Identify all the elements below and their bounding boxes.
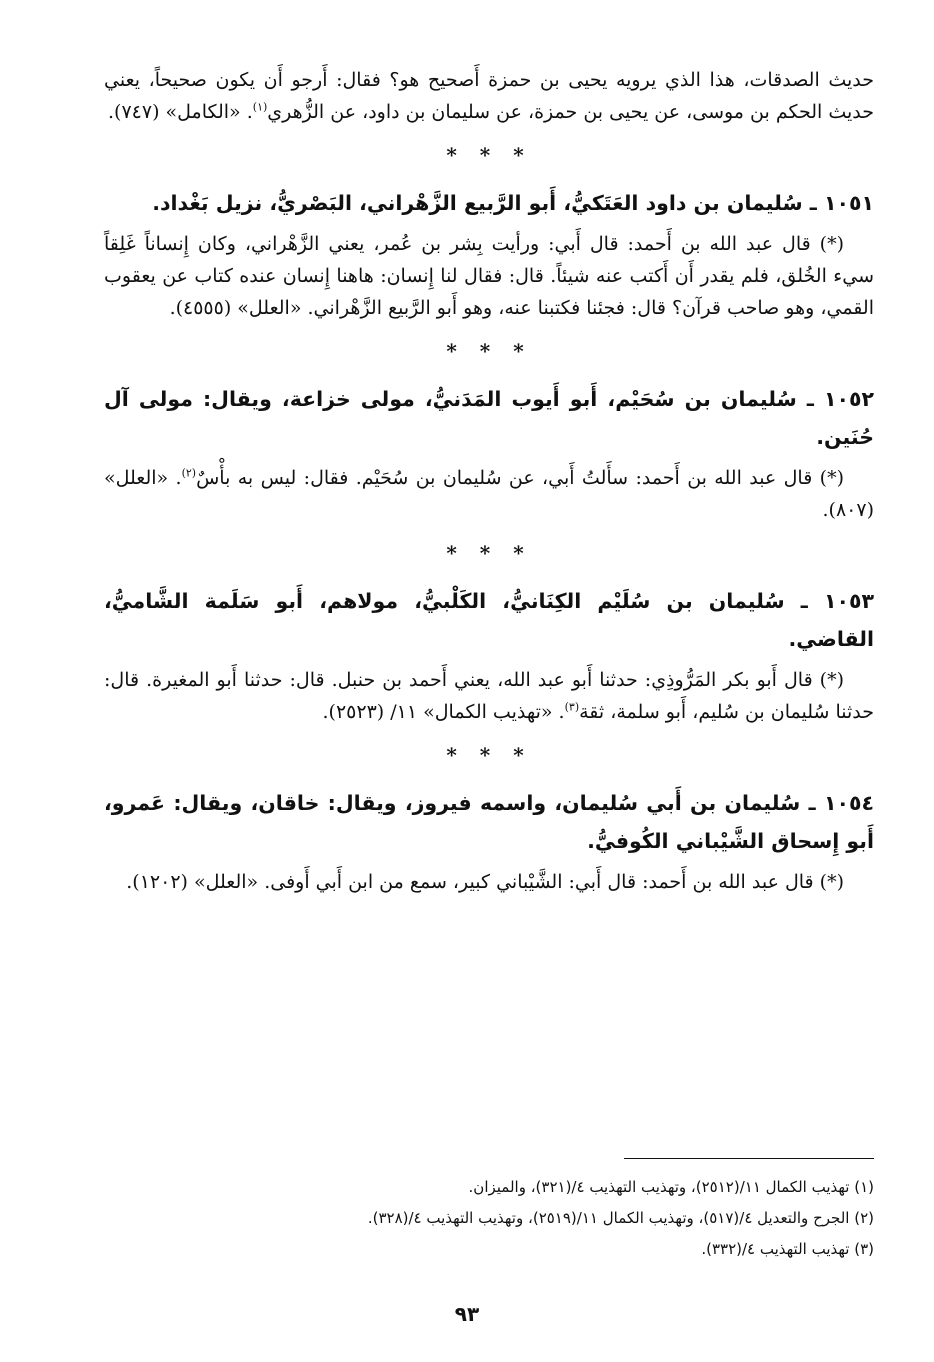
footnote-divider: [624, 1158, 874, 1159]
footnotes: [104, 1172, 874, 1265]
entry-body: (*) قال عبد الله بن أَحمد: سأَلتُ أَبي، عن سُليمان بن سُحَيْم. فقال: ليس به بأْسٌ$^{(٢)}$. «العلل» (٨٠٧).: [104, 466, 874, 521]
entry-body: (*) قال عبد الله بن أَحمد: قال أَبي: الشَّيْباني كبير، سمع من ابن أَبي أَوفى. «العلل» (١٢٠٢).: [126, 871, 844, 893]
footnote-ref-2[interactable]: (٢): [181, 466, 197, 480]
entry-1054: [104, 784, 874, 898]
footnote-ref-1[interactable]: (١): [252, 100, 268, 114]
entry-title: ١٠٥٣ ـ سُليمان بن سُلَيْم الكِنَانيُّ، الكَلْبيُّ، مولاهم، أَبو سَلَمة الشَّاميُّ، القاضي.: [104, 589, 874, 651]
section-separator: * * *: [446, 339, 532, 363]
entry-title: ١٠٥١ ـ سُليمان بن داود العَتَكيُّ، أَبو الرَّبيع الزَّهْراني، البَصْريُّ، نزيل بَغْداد.: [152, 191, 874, 215]
footnote-3: (٣) تهذيب التهذيب ٤/(٣٣٢).: [701, 1240, 874, 1258]
entry-title: ١٠٥٢ ـ سُليمان بن سُحَيْم، أَبو أَيوب المَدَنيُّ، مولى خزاعة، ويقال: مولى آل حُنَين.: [104, 387, 874, 449]
entry-1051: [104, 184, 874, 324]
entry-1053: [104, 582, 874, 728]
entry-body: (*) قال أَبو بكر المَرُّوذِي: حدثنا أَبو عبد الله، يعني أَحمد بن حنبل. قال: حدثنا أَبو المغيرة. قال: حدثنا سُليمان بن سُليم، أَبو سلمة، ثقة$^{(٣)}$. «تهذيب الكمال» ١١/ (٢٥٢٣).: [104, 669, 874, 723]
footnote-2: (٢) الجرح والتعديل ٤/(٥١٧)، وتهذيب الكمال ١١/(٢٥١٩)، وتهذيب التهذيب ٤/(٣٢٨).: [367, 1209, 874, 1227]
entry-title: ١٠٥٤ ـ سُليمان بن أَبي سُليمان، واسمه فيروز، ويقال: خاقان، ويقال: عَمرو، أَبو إِسحاق الشَّيْباني الكُوفيُّ.: [104, 791, 874, 853]
section-separator: * * *: [446, 541, 532, 565]
entry-1052: [104, 380, 874, 526]
intro-paragraph: حديث الصدقات، هذا الذي يرويه يحيى بن حمزة أَصحيح هو؟ فقال: أَرجو أَن يكون صحيحاً، يعني حديث الحكم بن موسى، عن يحيى بن حمزة، عن سليمان بن داود، عن الزُّهري$^{(١)}$. «الكامل» (٧٤٧).: [104, 69, 874, 123]
section-separator: * * *: [446, 143, 532, 167]
footnote-1: (١) تهذيب الكمال ١١/(٢٥١٢)، وتهذيب التهذيب ٤/(٣٢١)، والميزان.: [468, 1178, 874, 1196]
entry-body: (*) قال عبد الله بن أَحمد: قال أَبي: ورأيت بِشر بن عُمر، يعني الزَّهْراني، وكان إِنساناً غَلِقاً سيء الخُلق، فلم يقدر أَن أَكتب عنه شيئاً. قال: فقال لنا إِنسان: هاهنا إِنسان عنده كتاب عن يعقوب القمي، وهو صاحب قرآن؟ قال: فجئنا فكتبنا عنه، وهو أَبو الرَّبيع الزَّهْراني. «العلل» (٤٥٥٥).: [104, 233, 874, 319]
page-body: [104, 64, 874, 898]
footnote-ref-3[interactable]: (٣): [564, 700, 580, 714]
page-number: ٩٣: [454, 1302, 480, 1326]
section-separator: * * *: [446, 743, 532, 767]
